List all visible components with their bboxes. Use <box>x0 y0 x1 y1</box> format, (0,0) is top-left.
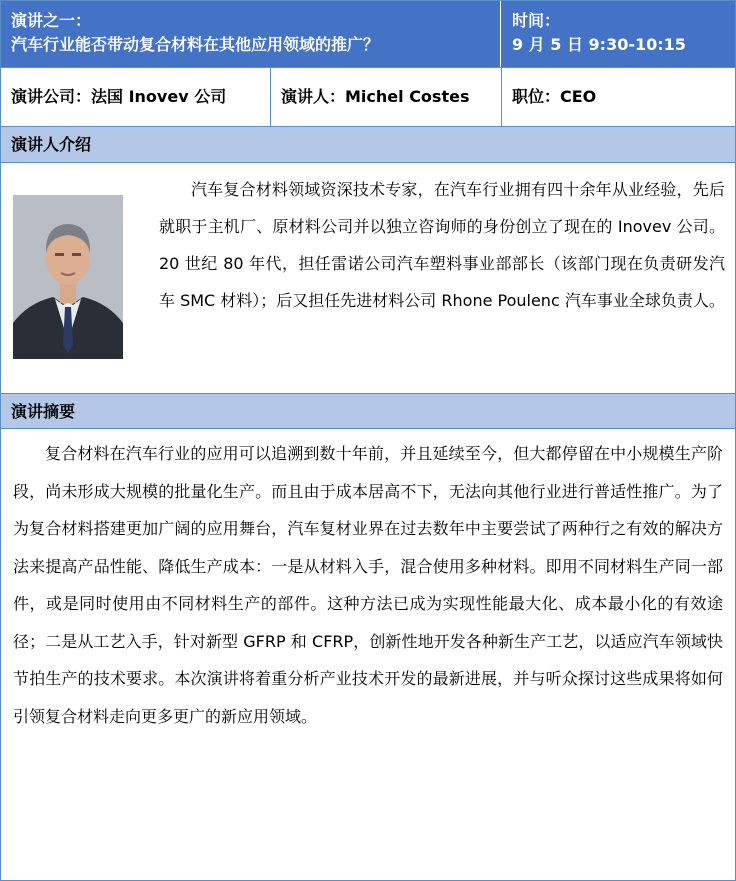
speaker-cell: 演讲人：Michel Costes <box>271 68 502 126</box>
intro-heading: 演讲人介绍 <box>1 127 735 163</box>
abstract-text: 复合材料在汽车行业的应用可以追溯到数十年前，并且延续至今，但大都停留在中小规模生产阶段，尚未形成大规模的批量化生产。而且由于成本居高不下，无法向其他行业进行普适性推广。为了为复合材料搭建更加广阔的应用舞台，汽车复材业界在过去数年中主要尝试了两种行之有效的解决方法来提高产品性能、降低生产成本：一是从材料入手，混合使用多种材料。即用不同材料生产同一部件，或是同时使用由不同材料生产的部件。这种方法已成为实现性能最大化、成本最小化的有效途径；二是从工艺入手，针对新型 GFRP 和 CFRP，创新性地开发各种新生产工艺，以适应汽车领域快节拍生产的技术要求。本次演讲将着重分析产业技术开发的最新进展，并与听众探讨这些成果将如何引领复合材料走向更多更广的新应用领域。 <box>13 444 723 726</box>
abstract-heading: 演讲摘要 <box>1 393 735 429</box>
company-cell: 演讲公司：法国 Inovev 公司 <box>1 68 271 126</box>
speaker-portrait-icon <box>13 195 123 359</box>
time-value: 9 月 5 日 9:30-10:15 <box>512 35 686 54</box>
time-cell <box>502 1 735 67</box>
intro-section <box>1 163 735 393</box>
position-cell: 职位：CEO <box>512 87 597 106</box>
speaker-bio: 汽车复合材料领域资深技术专家，在汽车行业拥有四十余年从业经验，先后就职于主机厂、原材料公司并以独立咨询师的身份创立了现在的 Inovev 公司。20 世纪 80 年代，担任雷诺公司汽车塑料事业部部长（该部门现在负责研发汽车 SMC 材料）；后又担任先进材料公司 Rhone Poulenc 汽车事业全球负责人。 <box>159 180 725 310</box>
talk-title: 汽车行业能否带动复合材料在其他应用领域的推广？ <box>11 35 380 54</box>
talk-title-cell <box>1 1 501 67</box>
speaker-photo <box>13 195 123 359</box>
talk-label: 演讲之一： <box>11 11 92 30</box>
time-label: 时间： <box>512 11 561 30</box>
title-row <box>1 1 735 67</box>
info-row <box>1 67 735 127</box>
